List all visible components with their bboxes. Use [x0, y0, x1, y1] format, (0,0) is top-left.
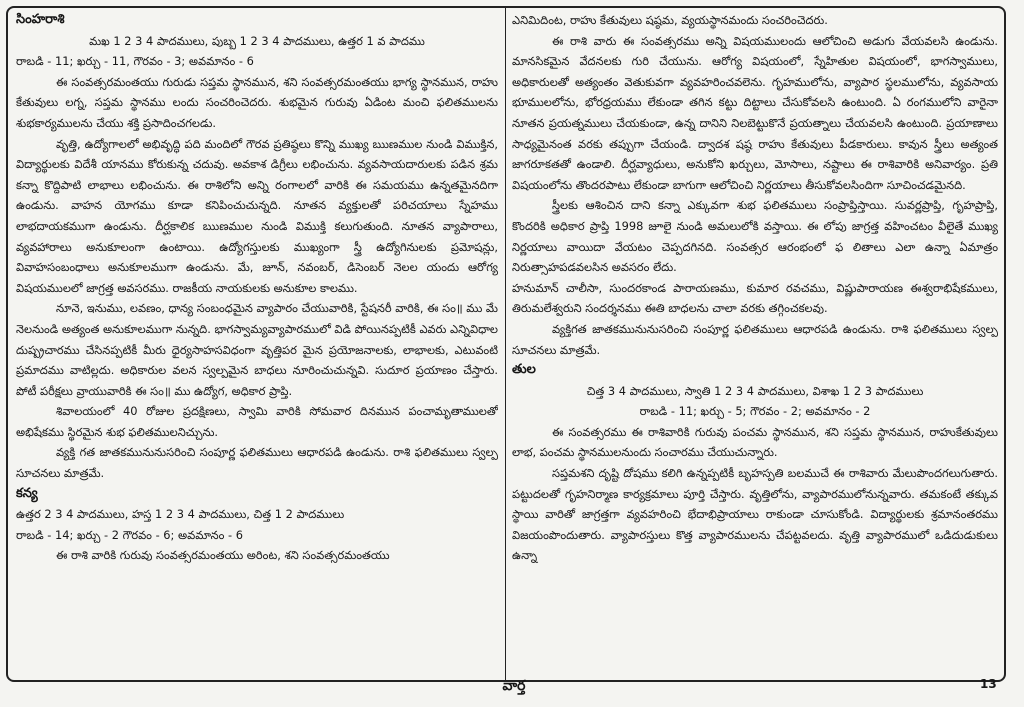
kanya-paragraph-1-continued: ఎనిమిదింట, రాహు కేతువులు షష్ఠమ, వ్యయస్థానమందు సంచరించెదరు.: [512, 13, 828, 27]
kanya-stats: రాబడి - 14; ఖర్చు - 2 గౌరవం - 6; అవమానం - 6: [16, 527, 243, 542]
kanya-paragraph-3: స్త్రీలకు ఆశించిన దాని కన్నా ఎక్కువగా శుభ ఫలితములు సంప్రాప్తిస్తాయి. సువర్ణప్రాప్తి, గృహప్రాప్తి, కొందరికి అధికార ప్రాప్తి 1998 జూలై నుండి అమలులోకి వస్తాయి. ఈ లోపు జాగ్రత్త వహించటం వీలైతే ముఖ్య నిర్ణయాలు వాయిదా వేయటం చెప్పదగినది. సంవత్సర ఆరంభంలో ఫ లితాలు ఎలా ఉన్నా ఏమాత్రం నిరుత్సాహపడవలసిన అవసరం లేదు.: [512, 198, 998, 275]
simha-paragraph-3: నూనె, ఇనుము, లవణం, ధాన్య సంబంధమైన వ్యాపారం చేయువారికి, స్టేషనరీ వారికి, ఈ సం॥ ము మే నెలనుండి అత్యంత అనుకూలముగా నున్నది. భాగస్వామ్యవ్యాపారములో విడి పోయినప్పటికీ ఎవరు ఎన్నివిధాల దుష్ప్రచారము చేసినప్పటికీ మీరు ధైర్యసాహసవిధంగా వృత్తిపర మైన ప్రయోజనాలకు, లాభాలకు, ఎటువంటి ప్రమాదము వాటిల్లదు. అధికారుల వలన స్వల్పమైన బాధలు నూరించుచున్నవి. సుదూర ప్రయాణం చేస్తారు. పోటీ పరీక్షలు వ్రాయువారికి ఈ సం॥ ము ఉద్యోగ, అధికార ప్రాప్తి.: [16, 301, 498, 398]
kanya-paragraph-5: వ్యక్తిగత జాతకమునునుసరించి సంపూర్ణ ఫలితములు ఆధారపడి ఉండును. రాశి ఫలితములు స్వల్ప సూచనలు మాత్రమే.: [512, 321, 998, 357]
kanya-paragraph-2: ఈ రాశి వారు ఈ సంవత్సరము అన్ని విషయములందు ఆలోచించి అడుగు వేయవలసి ఉండును. మానసికమైన వేదనలకు గురి చేయును. ఆరోగ్య విషయంలో, స్నేహితుల విషయంలో, భాగస్వాములు, అధికారులతో అత్యంతం వెతుకువగా వ్యవహరించవలెను. గృహములోను, వ్యాపార స్థలములోను, వ్యవసాయ భూములలోను, భోరధ్రయము లేకుండా తగిన కట్టు దిట్టాలు చేసుకోవలసి ఉంటుంది. ఏ రంగములోని వారైనా నూతన ప్రయత్నములు చేయకుండా, ఉన్న దానిని నిలబెట్టుకొనే ప్రయత్నాలు చేయవలసి ఉంటుంది. ప్రయాణాలు సాధ్యమైనంత వరకు తప్పుగా చేయండి. ద్వాదశ షష్ఠ రాహు కేతువులు పీడకారులు. కావున స్త్రీలు అత్యంత జాగరూకతతో ఉండాలి. దీర్ఘవ్యాధులు, అనుకోని ఖర్చులు, మోసాలు, నష్టాలు ఈ రాశివారికి అనివార్యం. ప్రతి విషయంలోను తొందరపాటు లేకుండా బాగుగా ఆలోచించి నిర్ణయాలు తీసుకోవలసిందిగా సూచించడమైనది.: [512, 33, 998, 192]
tula-title: తుల: [512, 362, 536, 378]
kanya-stars: ఉత్తర 2 3 4 పాదములు, హస్త 1 2 3 4 పాదములు, చిత్త 1 2 పాదములు: [16, 507, 345, 522]
simha-stars: మఖ 1 2 3 4 పాదములు, పుబ్బ 1 2 3 4 పాదములు, ఉత్తర 1 వ పాదము: [89, 33, 425, 48]
kanya-paragraph-4: హనుమాన్ చాలీసా, సుందరకాండ పారాయణము, కుమార రవచము, విష్ణుపారాయణ ఈశ్వరాభిషేకములు, తిరుమలేశ్వరుని సందర్శనము ఈతి బాధలను చాలా వరకు తగ్గించకలవు.: [512, 280, 998, 316]
simha-title: సింహరాశి: [16, 12, 65, 27]
kanya-paragraph-1: ఈ రాశి వారికి గురువు సంవత్సరమంతయు అరింట, శని సంవత్సరమంతయు: [56, 548, 390, 563]
tula-paragraph-2: సప్తమశని దృష్టి దోషము కలిగి ఉన్నప్పటికీ బృహస్పతి బలముచే ఈ రాశివారు మేలుపొందగలుగుతారు. పట్టుదలతో గృహనిర్మాణ కార్యక్రమాలు పూర్తి చేస్తారు. వృత్తిలోను, వ్యాపారములోనున్నవారు. తమకంటే తక్కువ స్థాయి వారితో జాగ్రత్తగా వ్యవహరించి భేదాభిప్రాయాలు రాకుండా చూసుకోండి. విద్యార్థులకు శ్రమానంతరము విజయంపొందుతారు. వ్యాపారస్తులు కొత్త వ్యాపారములను చేపట్టవలదు. వృత్తి వ్యాపారములో ఒడిదుడుకులు ఉన్నా: [512, 466, 998, 563]
tula-stats: రాబడి - 11; ఖర్చు - 5; గౌరవం - 2; అవమానం - 2: [639, 404, 871, 419]
publication-logo: వార్త: [502, 678, 526, 694]
kanya-title: కన్య: [16, 485, 38, 501]
simha-paragraph-4: శివాలయంలో 40 రోజుల ప్రదక్షిణలు, స్వామి వారికి సోమవార దినమున పంచామృతాములతో అభిషేకము స్థిరమైన శుభ ఫలితములనిచ్చును.: [16, 404, 498, 439]
left-column: [16, 10, 498, 676]
simha-stats: రాబడి - 11; ఖర్చు - 11, గౌరవం - 3; అవమానం - 6: [16, 54, 254, 69]
simha-paragraph-5: వ్యక్తి గత జాతకమునునుసరించి సంపూర్ణ ఫలితములు ఆధారపడి ఉండును. రాశి ఫలితములు స్వల్ప సూచనలు మాత్రమే.: [16, 445, 498, 481]
simha-paragraph-1: ఈ సంవత్సరమంతయు గురుడు సప్తమ స్థానమున, శని సంవత్సరమంతయు భాగ్య స్థానమున, రాహు కేతువులు లగ్న, సప్తమ స్థానము లందు సంచరించెదరు. శుభమైన గురువు ఏడింట మంచి ఫలితములను శుభకార్యములను చేయు శక్తి ప్రసాదించగలడు.: [16, 74, 498, 130]
tula-paragraph-1: ఈ సంవత్సరము ఈ రాశివారికి గురువు పంచమ స్థానమున, శని సప్తమ స్థానమున, రాహుకేతువులు లాభ, పంచమ స్థానములనుందు సంచారము చేయుచున్నారు.: [512, 424, 998, 460]
right-column: [512, 10, 998, 676]
simha-paragraph-2: వృత్తి, ఉద్యోగాలలో అభివృద్ధి పది మందిలో గౌరవ ప్రతిష్ఠలు కొన్ని ముఖ్య ఋణముల నుండి విముక్తిన, విద్యార్థులకు విదేశీ యానము కోరుకున్న చదువు. అవకాశ డిగ్రీలు లభించును. వ్యవసాయదారులకు పడిన శ్రమ కన్నా కొద్దిపాటి లాభాలు లభించును. ఈ రాశిలోని అన్ని రంగాలలో వారికి ఈ సమయము ఉన్నతమైనదిగా ఉండును. వాహన యోగము కూడా కనిపించుచున్నది. నూతన వ్యక్తులతో పరిచయాలు స్నేహము లాభదాయకముగా ఉండును. దీర్ఘకాలిక ఋణముల నుండి విముక్తి కలుగుతుంది. నూతన వ్యాపారాలు, వ్యవహారాలు అనుకూలంగా ఉంటాయి. ఉద్యోగస్తులకు ముఖ్యంగా స్త్రీ ఉద్యోగినులకు ప్రమోషన్లు, వివాహసంబంధాలు అనుకూలముగా ఉండును. మే, జూన్, నవంబర్, డిసెంబర్ నెలల యందు ఆరోగ్య విషయములలో జాగ్రత్త అవసరము. రాజకీయ నాయకులకు అనుకూల కాలము.: [16, 136, 498, 295]
page-number: 13: [980, 677, 997, 691]
column-divider: [505, 6, 506, 680]
tula-stars: చిత్త 3 4 పాదములు, స్వాతి 1 2 3 4 పాదములు, విశాఖ 1 2 3 పాదములు: [586, 383, 924, 398]
